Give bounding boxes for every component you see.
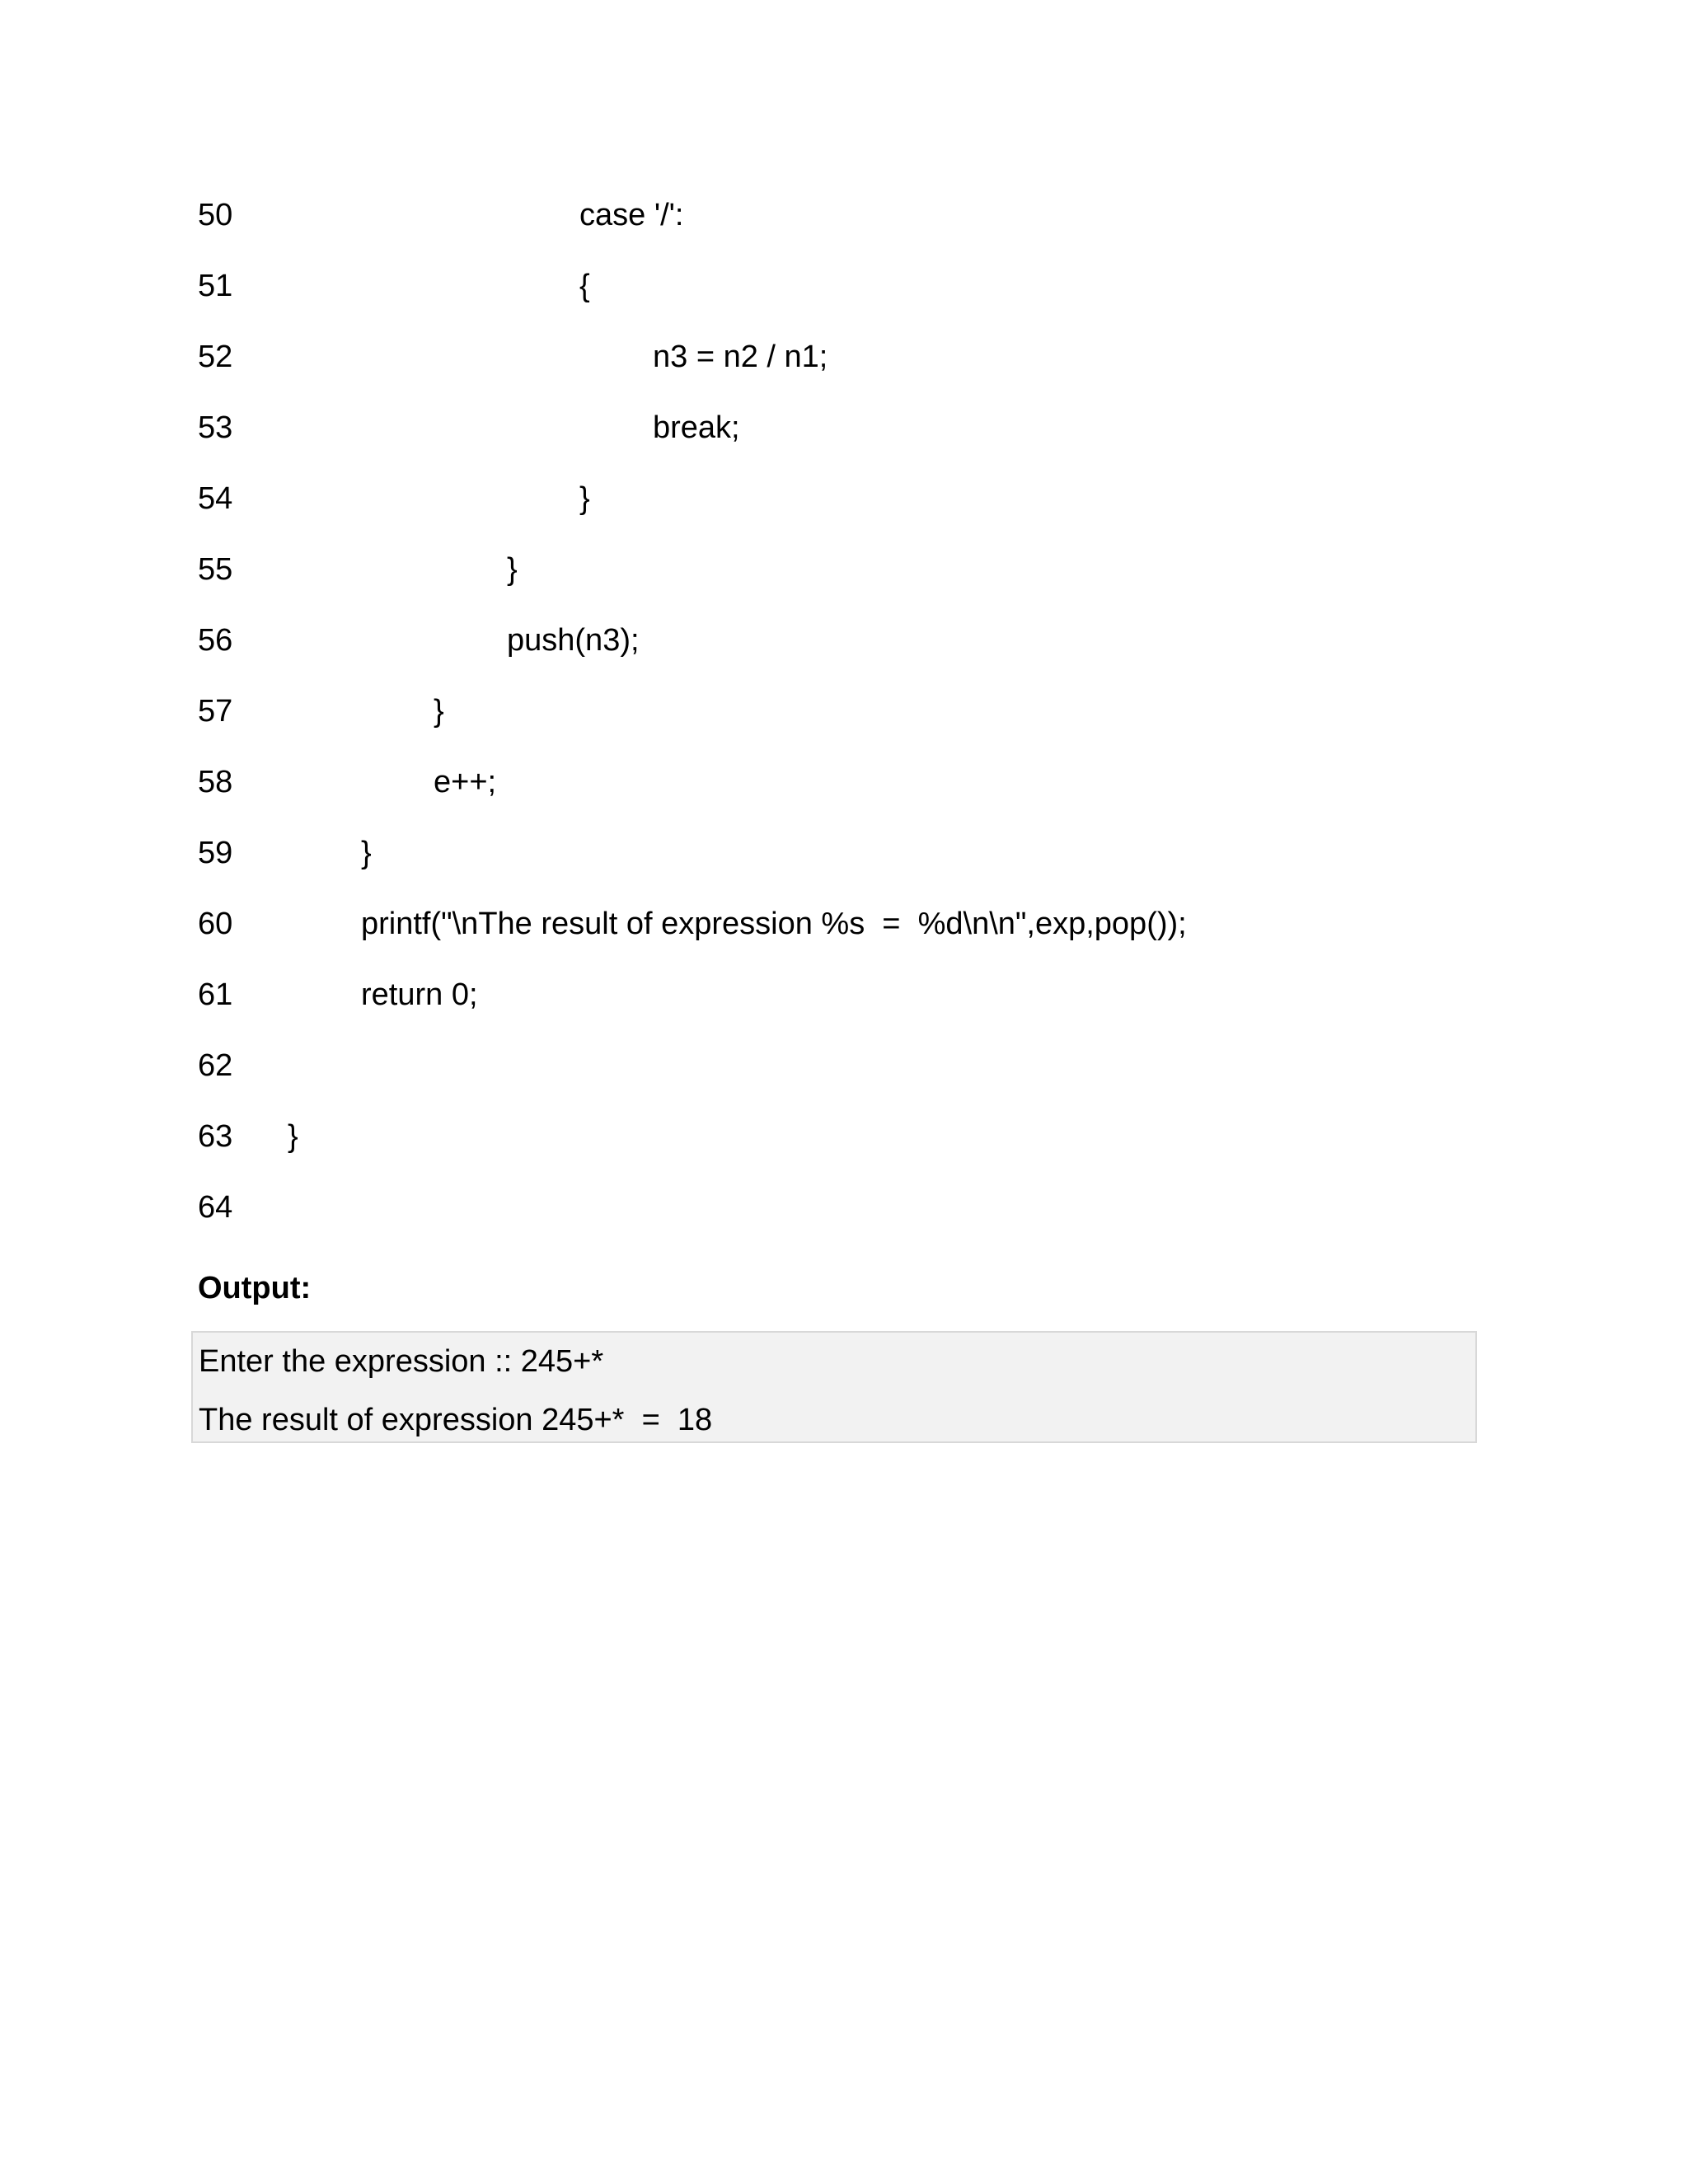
code-text: return 0; bbox=[361, 977, 478, 1012]
code-line-54 bbox=[0, 463, 1688, 534]
line-number: 55 bbox=[198, 552, 233, 587]
code-text: printf("\nThe result of expression %s = %d\n\n",exp,pop()); bbox=[361, 907, 1187, 941]
code-line-56 bbox=[0, 605, 1688, 676]
output-line-result: The result of expression 245+* = 18 bbox=[199, 1403, 713, 1437]
code-text: case '/': bbox=[579, 198, 684, 232]
line-number: 64 bbox=[198, 1190, 233, 1225]
line-number: 53 bbox=[198, 410, 233, 445]
output-line-prompt: Enter the expression :: 245+* bbox=[199, 1344, 604, 1379]
line-number: 59 bbox=[198, 836, 233, 870]
code-text: n3 = n2 / n1; bbox=[653, 340, 828, 374]
code-line-51 bbox=[0, 251, 1688, 321]
output-console bbox=[191, 1331, 1477, 1443]
output-heading: Output: bbox=[198, 1271, 312, 1305]
code-text: { bbox=[579, 269, 590, 303]
code-line-57 bbox=[0, 676, 1688, 747]
line-number: 58 bbox=[198, 765, 233, 799]
code-line-64 bbox=[0, 1172, 1688, 1243]
code-line-55 bbox=[0, 534, 1688, 605]
code-line-61 bbox=[0, 959, 1688, 1030]
code-line-58 bbox=[0, 747, 1688, 818]
code-line-53 bbox=[0, 392, 1688, 463]
code-text: } bbox=[507, 552, 518, 587]
code-text: push(n3); bbox=[507, 623, 640, 658]
code-text: } bbox=[288, 1119, 298, 1154]
line-number: 60 bbox=[198, 907, 233, 941]
code-text: break; bbox=[653, 410, 740, 445]
code-text: } bbox=[579, 481, 590, 516]
code-line-50 bbox=[0, 180, 1688, 251]
line-number: 56 bbox=[198, 623, 233, 658]
line-number: 63 bbox=[198, 1119, 233, 1154]
code-line-62 bbox=[0, 1030, 1688, 1101]
line-number: 62 bbox=[198, 1048, 233, 1083]
line-number: 54 bbox=[198, 481, 233, 516]
line-number: 52 bbox=[198, 340, 233, 374]
code-text: } bbox=[434, 694, 444, 729]
code-line-60 bbox=[0, 888, 1688, 959]
code-text: } bbox=[361, 836, 372, 870]
line-number: 61 bbox=[198, 977, 233, 1012]
line-number: 51 bbox=[198, 269, 233, 303]
code-line-63 bbox=[0, 1101, 1688, 1172]
line-number: 50 bbox=[198, 198, 233, 232]
line-number: 57 bbox=[198, 694, 233, 729]
code-line-59 bbox=[0, 818, 1688, 888]
code-line-52 bbox=[0, 321, 1688, 392]
code-text: e++; bbox=[434, 765, 497, 799]
